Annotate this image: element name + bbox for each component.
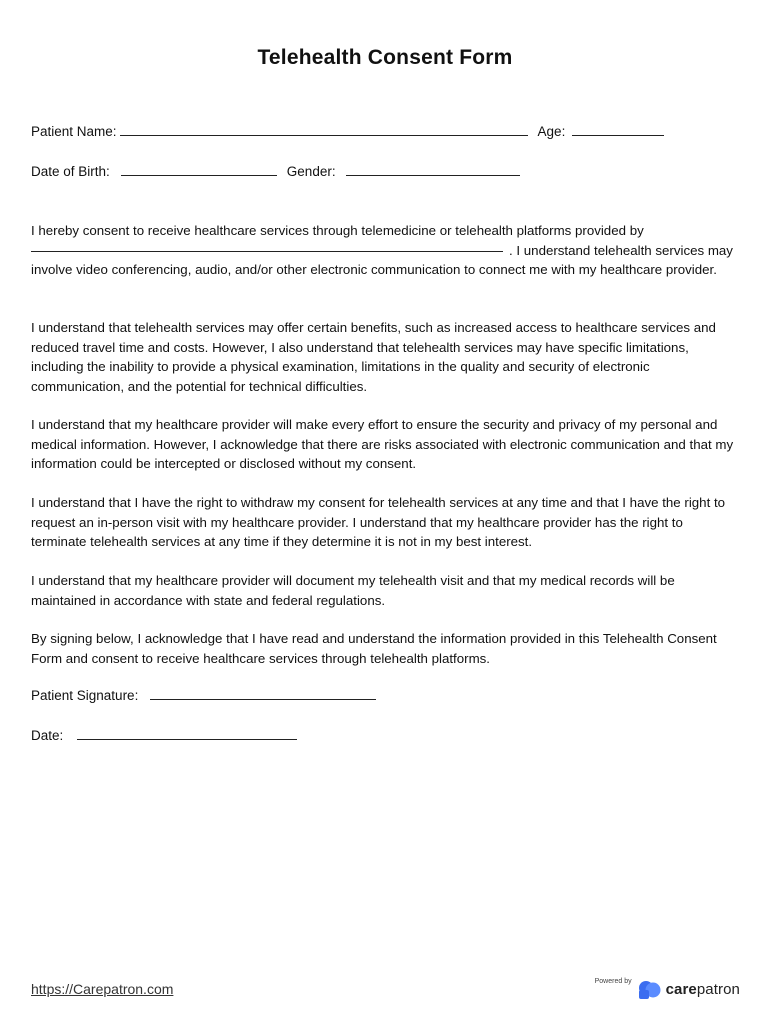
date-field[interactable]	[77, 738, 297, 740]
p1-start-text: I hereby consent to receive healthcare services through telemedicine or telehealth platforms provided by	[31, 223, 644, 238]
patient-name-label: Patient Name:	[31, 124, 117, 139]
brand-wordmark	[666, 981, 740, 998]
brand-rest: patron	[696, 980, 740, 998]
form-title: Telehealth Consent Form	[257, 46, 513, 69]
patient-info-row	[31, 124, 664, 139]
carepatron-logo-icon	[638, 978, 662, 1000]
age-field[interactable]	[572, 134, 664, 136]
signature-label: Patient Signature:	[31, 688, 139, 703]
p5-text: I understand that my healthcare provider will document my telehealth visit and that my medical records will be maintained in accordance with state and federal regulations.	[31, 573, 675, 608]
p3-text: I understand that my healthcare provider will make every effort to ensure the security and privacy of my personal and medical information. However, I acknowledge that there are risks associated with electronic communication and that my information could be intercepted or disclosed without my consent.	[31, 417, 734, 471]
carepatron-brand	[595, 978, 740, 1000]
p2-text: I understand that telehealth services may offer certain benefits, such as increased access to healthcare services and reduced travel time and costs. However, I also understand that telehealth services may have specific limitations, including the inability to provide a physical examination, limitations in the quality and security of electronic communication, and the potential for technical difficulties.	[31, 320, 716, 394]
consent-paragraph-1	[31, 221, 737, 280]
powered-by-text: Powered by	[594, 977, 632, 985]
consent-paragraph-2	[31, 318, 737, 396]
dob-gender-row	[31, 164, 520, 179]
dob-field[interactable]	[121, 174, 277, 176]
patient-name-field[interactable]	[120, 134, 528, 136]
consent-paragraph-4	[31, 493, 737, 552]
consent-paragraph-3	[31, 415, 737, 474]
consent-paragraph-6	[31, 629, 737, 668]
consent-paragraph-5	[31, 571, 737, 610]
age-label: Age:	[537, 124, 566, 139]
signature-field[interactable]	[150, 698, 376, 700]
gender-field[interactable]	[346, 174, 520, 176]
provider-name-field[interactable]	[31, 250, 503, 252]
p1-end-text: . I understand telehealth services may involve video conferencing, audio, and/or other electronic communication to connect me with my healthcare provider.	[31, 242, 733, 277]
brand-bold: care	[665, 980, 697, 998]
p6-text: By signing below, I acknowledge that I have read and understand the information provided in this Telehealth Consent Form and consent to receive healthcare services through telehealth platforms.	[31, 631, 717, 666]
dob-label: Date of Birth:	[31, 164, 110, 179]
carepatron-link[interactable]: https://Carepatron.com	[31, 981, 174, 997]
date-row	[31, 728, 297, 743]
p4-text: I understand that I have the right to withdraw my consent for telehealth services at any time and that I have the right to request an in-person visit with my healthcare provider. I understand that my healthcare provider has the right to terminate telehealth services at any time if they determine it is not in my best interest.	[31, 495, 726, 549]
gender-label: Gender:	[286, 164, 336, 179]
date-label: Date:	[31, 728, 64, 743]
signature-row	[31, 688, 376, 703]
